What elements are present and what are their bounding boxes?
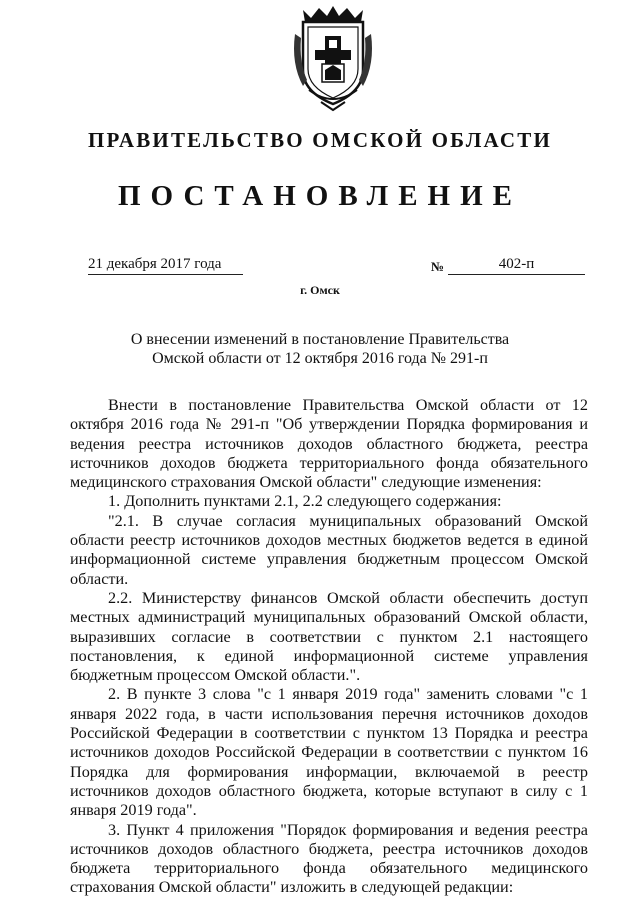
body-paragraph: Внести в постановление Правительства Омской области от 12 октября 2016 года № 291-п "Об утверждении Порядка формирования и ведения реестра источников доходов областного бюджета, реестра источников доходов бюджета территориального фонда обязательного медицинского страхования Омской области" следующие изменения: (70, 396, 588, 492)
body-paragraph: "2.1. В случае согласия муниципальных образований Омской области реестр источников доходов местных бюджетов ведется в единой информационной системе управления бюджетным процессом Омской области. (70, 511, 588, 588)
body-paragraph: 3. Пункт 4 приложения "Порядок формирования и ведения реестра источников доходов областного бюджета, реестра источников доходов бюджета территориального фонда обязательного медицинского страхования Омской области" изложить в следующей редакции: (70, 820, 588, 897)
omsk-coat-of-arms-icon (291, 4, 375, 112)
subject-line-1: О внесении изменений в постановление Правительства (130, 331, 510, 348)
number-sign: № (431, 259, 445, 274)
subject-line-2: Омской области от 12 октября 2016 года № 291-п (152, 350, 488, 367)
document-body (70, 396, 588, 898)
document-subject (80, 330, 560, 368)
body-paragraph: 2.2. Министерству финансов Омской области обеспечить доступ местных администраций муниципальных образований Омской области, выразивших согласие в соответствии с пунктом 2.1 настоящего постановления, к единой информационной системе управления бюджетным процессом Омской области.". (70, 588, 588, 685)
document-city: г. Омск (300, 283, 340, 297)
document-type-title: ПОСТАНОВЛЕНИЕ (117, 180, 522, 212)
body-paragraph: 2. В пункте 3 слова "с 1 января 2019 года" заменить словами "с 1 января 2022 года, в части использования перечня источников доходов Российской Федерации в соответствии с пунктом 13 Порядка и реестра источников доходов Российской Федерации в соответствии с пунктом 16 Порядка для формирования информации, включаемой в реестр источников доходов областного бюджета, которые вступают в силу с 1 января 2019 года". (70, 685, 588, 820)
government-title: ПРАВИТЕЛЬСТВО ОМСКОЙ ОБЛАСТИ (87, 128, 552, 152)
body-paragraph: 1. Дополнить пунктами 2.1, 2.2 следующего содержания: (108, 492, 502, 511)
document-date: 21 декабря 2017 года (88, 256, 243, 275)
document-number: 402-п (448, 256, 585, 275)
